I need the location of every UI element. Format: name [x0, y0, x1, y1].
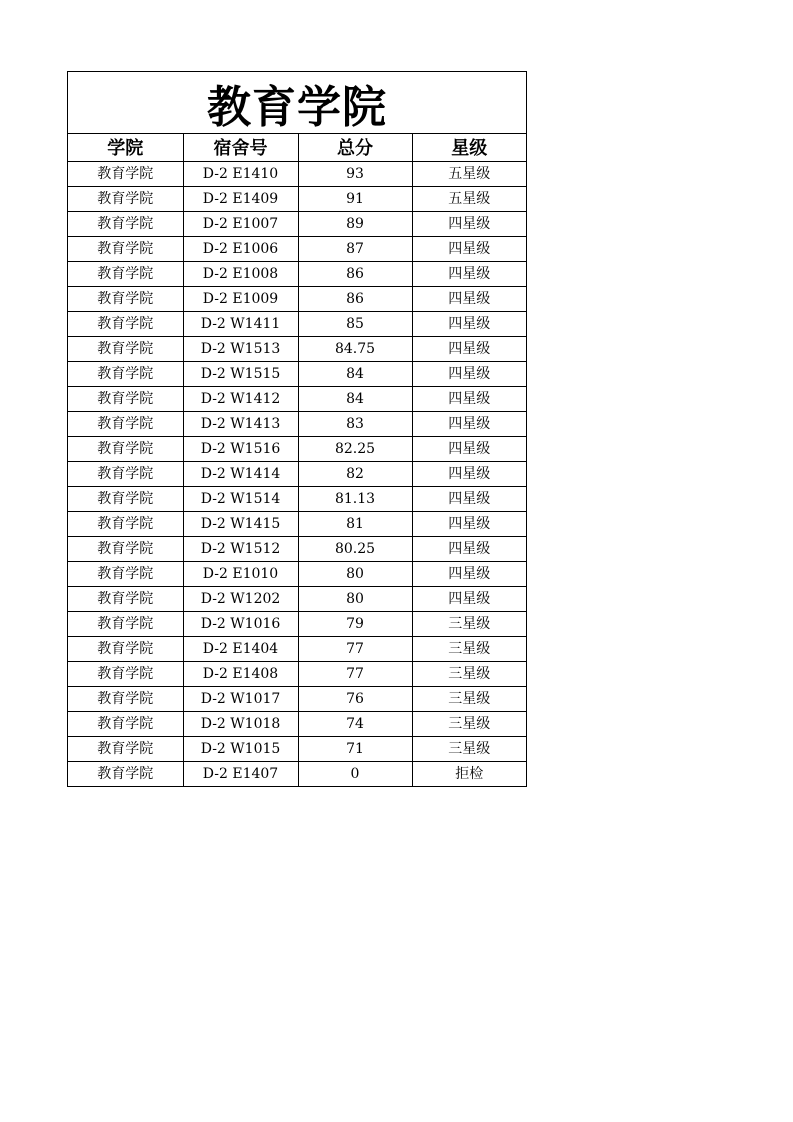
college-cell: 教育学院	[68, 736, 183, 761]
star-rating-cell: 三星级	[412, 686, 526, 711]
college-cell: 教育学院	[68, 686, 183, 711]
total-score-cell: 86	[298, 286, 412, 311]
table-row	[68, 761, 526, 786]
dorm-number-cell: D-2 W1516	[183, 436, 298, 461]
table-body	[68, 161, 526, 786]
dorm-number-cell: D-2 W1515	[183, 361, 298, 386]
table-row	[68, 586, 526, 611]
dorm-number-cell: D-2 E1006	[183, 236, 298, 261]
header-dorm-number: 宿舍号	[183, 134, 298, 161]
table-row	[68, 361, 526, 386]
table-row	[68, 636, 526, 661]
total-score-cell: 89	[298, 211, 412, 236]
dorm-number-cell: D-2 W1415	[183, 511, 298, 536]
total-score-cell: 85	[298, 311, 412, 336]
college-cell: 教育学院	[68, 661, 183, 686]
college-cell: 教育学院	[68, 411, 183, 436]
college-cell: 教育学院	[68, 311, 183, 336]
star-rating-cell: 五星级	[412, 161, 526, 186]
star-rating-cell: 四星级	[412, 236, 526, 261]
star-rating-cell: 三星级	[412, 636, 526, 661]
dorm-number-cell: D-2 E1409	[183, 186, 298, 211]
table-row	[68, 711, 526, 736]
table-row	[68, 336, 526, 361]
score-sheet	[67, 71, 527, 787]
college-cell: 教育学院	[68, 536, 183, 561]
table-row	[68, 511, 526, 536]
star-rating-cell: 四星级	[412, 386, 526, 411]
college-cell: 教育学院	[68, 236, 183, 261]
total-score-cell: 84	[298, 386, 412, 411]
college-cell: 教育学院	[68, 761, 183, 786]
dorm-number-cell: D-2 W1513	[183, 336, 298, 361]
star-rating-cell: 四星级	[412, 286, 526, 311]
star-rating-cell: 四星级	[412, 411, 526, 436]
star-rating-cell: 四星级	[412, 536, 526, 561]
college-cell: 教育学院	[68, 336, 183, 361]
star-rating-cell: 三星级	[412, 661, 526, 686]
total-score-cell: 84	[298, 361, 412, 386]
college-cell: 教育学院	[68, 511, 183, 536]
table-row	[68, 211, 526, 236]
dorm-number-cell: D-2 W1017	[183, 686, 298, 711]
college-cell: 教育学院	[68, 386, 183, 411]
total-score-cell: 80	[298, 561, 412, 586]
college-cell: 教育学院	[68, 211, 183, 236]
table-row	[68, 286, 526, 311]
college-cell: 教育学院	[68, 161, 183, 186]
dorm-number-cell: D-2 W1412	[183, 386, 298, 411]
dorm-number-cell: D-2 E1410	[183, 161, 298, 186]
total-score-cell: 86	[298, 261, 412, 286]
header-total-score: 总分	[298, 134, 412, 161]
total-score-cell: 80	[298, 586, 412, 611]
dorm-number-cell: D-2 W1018	[183, 711, 298, 736]
star-rating-cell: 四星级	[412, 261, 526, 286]
dorm-number-cell: D-2 E1009	[183, 286, 298, 311]
college-cell: 教育学院	[68, 361, 183, 386]
college-cell: 教育学院	[68, 461, 183, 486]
total-score-cell: 82	[298, 461, 412, 486]
dorm-number-cell: D-2 W1512	[183, 536, 298, 561]
table-row	[68, 561, 526, 586]
dorm-number-cell: D-2 E1407	[183, 761, 298, 786]
total-score-cell: 91	[298, 186, 412, 211]
header-star-rating: 星级	[412, 134, 526, 161]
star-rating-cell: 四星级	[412, 586, 526, 611]
total-score-cell: 93	[298, 161, 412, 186]
total-score-cell: 81.13	[298, 486, 412, 511]
dorm-number-cell: D-2 E1007	[183, 211, 298, 236]
dorm-number-cell: D-2 W1514	[183, 486, 298, 511]
star-rating-cell: 四星级	[412, 561, 526, 586]
college-cell: 教育学院	[68, 436, 183, 461]
table-row	[68, 411, 526, 436]
table-row	[68, 436, 526, 461]
dorm-number-cell: D-2 W1411	[183, 311, 298, 336]
total-score-cell: 79	[298, 611, 412, 636]
star-rating-cell: 四星级	[412, 511, 526, 536]
college-cell: 教育学院	[68, 711, 183, 736]
dorm-number-cell: D-2 W1413	[183, 411, 298, 436]
star-rating-cell: 四星级	[412, 336, 526, 361]
table-row	[68, 461, 526, 486]
college-cell: 教育学院	[68, 261, 183, 286]
table-row	[68, 536, 526, 561]
total-score-cell: 71	[298, 736, 412, 761]
star-rating-cell: 五星级	[412, 186, 526, 211]
table-row	[68, 661, 526, 686]
star-rating-cell: 三星级	[412, 736, 526, 761]
star-rating-cell: 三星级	[412, 711, 526, 736]
dorm-number-cell: D-2 E1404	[183, 636, 298, 661]
total-score-cell: 77	[298, 636, 412, 661]
dorm-number-cell: D-2 E1010	[183, 561, 298, 586]
college-cell: 教育学院	[68, 486, 183, 511]
total-score-cell: 0	[298, 761, 412, 786]
dorm-number-cell: D-2 W1202	[183, 586, 298, 611]
star-rating-cell: 四星级	[412, 486, 526, 511]
total-score-cell: 84.75	[298, 336, 412, 361]
dorm-number-cell: D-2 W1015	[183, 736, 298, 761]
total-score-cell: 82.25	[298, 436, 412, 461]
total-score-cell: 80.25	[298, 536, 412, 561]
college-cell: 教育学院	[68, 636, 183, 661]
star-rating-cell: 四星级	[412, 311, 526, 336]
star-rating-cell: 四星级	[412, 211, 526, 236]
star-rating-cell: 四星级	[412, 461, 526, 486]
table-row	[68, 736, 526, 761]
table-row	[68, 186, 526, 211]
table-row	[68, 611, 526, 636]
sheet-title: 教育学院	[68, 72, 526, 134]
star-rating-cell: 四星级	[412, 361, 526, 386]
dorm-number-cell: D-2 E1008	[183, 261, 298, 286]
college-cell: 教育学院	[68, 186, 183, 211]
dorm-score-table	[68, 134, 526, 786]
total-score-cell: 77	[298, 661, 412, 686]
dorm-number-cell: D-2 E1408	[183, 661, 298, 686]
total-score-cell: 74	[298, 711, 412, 736]
table-row	[68, 311, 526, 336]
total-score-cell: 76	[298, 686, 412, 711]
header-college: 学院	[68, 134, 183, 161]
college-cell: 教育学院	[68, 586, 183, 611]
college-cell: 教育学院	[68, 611, 183, 636]
college-cell: 教育学院	[68, 561, 183, 586]
table-row	[68, 686, 526, 711]
table-row	[68, 236, 526, 261]
total-score-cell: 81	[298, 511, 412, 536]
table-row	[68, 261, 526, 286]
total-score-cell: 83	[298, 411, 412, 436]
star-rating-cell: 三星级	[412, 611, 526, 636]
college-cell: 教育学院	[68, 286, 183, 311]
table-row	[68, 486, 526, 511]
star-rating-cell: 四星级	[412, 436, 526, 461]
table-row	[68, 161, 526, 186]
table-row	[68, 386, 526, 411]
header-row	[68, 134, 526, 161]
dorm-number-cell: D-2 W1414	[183, 461, 298, 486]
dorm-number-cell: D-2 W1016	[183, 611, 298, 636]
star-rating-cell: 拒检	[412, 761, 526, 786]
total-score-cell: 87	[298, 236, 412, 261]
